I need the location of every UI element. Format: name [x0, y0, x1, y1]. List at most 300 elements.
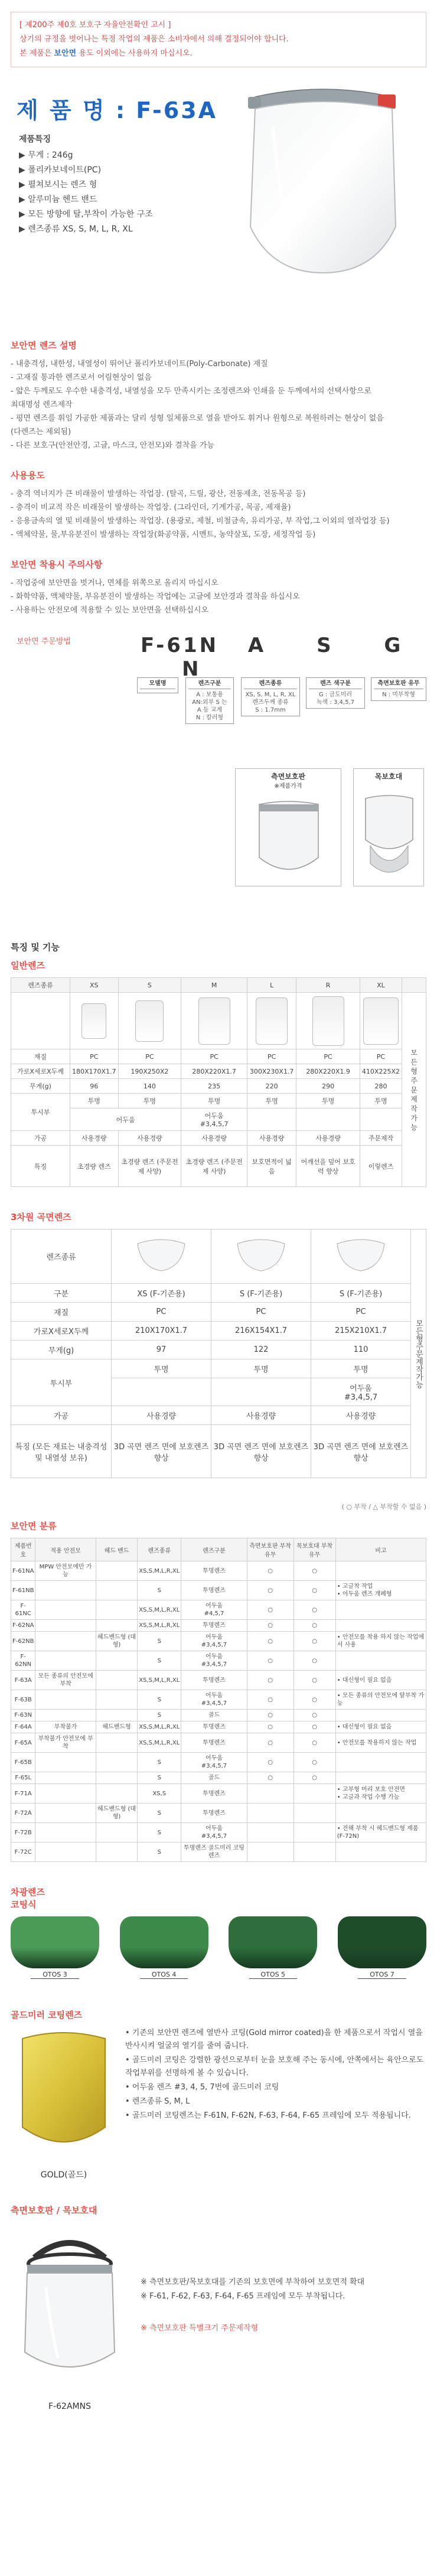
order-box-body: G : 금도미러 녹색 : 3,4,5,7: [316, 692, 355, 706]
text-line: 최대명성 렌즈제작: [11, 400, 73, 409]
table-cell: 190X250X2: [118, 1064, 181, 1079]
table-cell: PC: [112, 1303, 211, 1322]
table-cell: 투명렌즈 골드미러 코팅렌즈: [181, 1843, 247, 1862]
table-cell: 골드: [181, 1772, 247, 1784]
table-cell: [96, 1671, 137, 1690]
table-cell: ○: [293, 1710, 335, 1721]
table-cell: 헤드밴드형 (대형): [96, 1804, 137, 1823]
table-cell: 3D 곡면 렌즈 면에 보호렌즈 향상: [112, 1425, 211, 1478]
table-cell: 투명: [211, 1359, 311, 1378]
table-cell: 모 든 형 주 문 제 작 가 능: [402, 993, 426, 1187]
table-cell: 재질: [11, 1303, 112, 1322]
table-cell: 어두움 #3,4,5,7: [181, 1753, 247, 1772]
table-cell: XS,S,M,L,R,XL: [138, 1721, 181, 1733]
table-cell: S: [138, 1772, 181, 1784]
table-header: 비고: [335, 1538, 426, 1561]
product-title: 제 품 명 : F-63A: [17, 97, 218, 123]
table-row: [11, 1049, 426, 1064]
table-row: [11, 1671, 426, 1690]
table-cell: [293, 1843, 335, 1862]
table-cell: PC: [118, 1049, 181, 1064]
side-plate-picture: [235, 768, 341, 886]
table-cell: 어두움 #3,4,5,7: [181, 1823, 247, 1843]
notice-text: 용도 이외에는 사용하지: [76, 49, 161, 58]
table-cell: 가공: [11, 1131, 70, 1146]
table-cell: [96, 1772, 137, 1784]
table-cell: ○: [247, 1772, 293, 1784]
table-cell: 투명렌즈: [181, 1784, 247, 1804]
shade-label: OTOS 7: [358, 1971, 406, 1979]
table-cell: 투명: [311, 1359, 411, 1378]
table-row: [11, 993, 426, 1049]
order-box-head: 모델명: [140, 680, 175, 689]
table-cell: [293, 1804, 335, 1823]
shade-item: [120, 1916, 208, 1979]
table-cell: 280X220X1.9: [296, 1064, 360, 1079]
side-plate-title: 측면보호판 / 목보호대: [11, 2205, 97, 2216]
table-cell: S (F-기존용): [311, 1284, 411, 1303]
table-row: [11, 1733, 426, 1753]
side-plate-product-picture: [11, 2222, 129, 2411]
curved-lens-section: [11, 1211, 426, 1478]
table-cell: 투명렌즈: [181, 1721, 247, 1733]
table-row: [11, 1690, 426, 1710]
lens-description-text: [11, 357, 426, 452]
table-cell: [335, 1710, 426, 1721]
table-cell: [35, 1690, 96, 1710]
side-plate-illustration: [253, 798, 324, 881]
table-cell: 보호면적이 넓음: [247, 1146, 296, 1187]
table-cell: 투명렌즈: [181, 1561, 247, 1581]
table-row: [11, 1784, 426, 1804]
table-cell: [96, 1823, 137, 1843]
table-cell: F-62NB: [11, 1632, 35, 1651]
caution-section: [11, 558, 426, 617]
table-cell: ○: [247, 1651, 293, 1671]
page: [0, 12, 437, 2429]
table-cell: F-63N: [11, 1710, 35, 1721]
table-cell: ○: [293, 1651, 335, 1671]
table-row: [11, 1079, 426, 1094]
table-cell: 무게(g): [11, 1341, 112, 1359]
order-box-body: N : 미부착형: [382, 692, 415, 698]
table-cell: ○: [293, 1690, 335, 1710]
text-line: - 응용금속의 열 및 비래물이 발생하는 작업장. (용광로, 제철, 비철금속, 유리가공, 부 작업,그 이외의 열작업장 등): [11, 517, 390, 526]
table-cell: [35, 1710, 96, 1721]
shade-item: [338, 1916, 426, 1979]
table-row: [11, 1538, 426, 1561]
table-cell: [181, 993, 247, 1049]
table-cell: PC: [247, 1049, 296, 1064]
order-code: G: [384, 634, 403, 657]
table-cell: XS,S: [138, 1784, 181, 1804]
table-row: [11, 1284, 426, 1303]
table-cell: S (F-기존용): [211, 1284, 311, 1303]
table-cell: ○: [247, 1671, 293, 1690]
table-row: [11, 1772, 426, 1784]
table-cell: [35, 1843, 96, 1862]
types-table: [11, 1538, 426, 1862]
table-cell: [35, 1772, 96, 1784]
table-cell: 122: [211, 1341, 311, 1359]
neck-guard-caption: 목보호대: [374, 772, 403, 781]
table-cell: F-72A: [11, 1804, 35, 1823]
table-cell: [335, 1620, 426, 1632]
table-cell: XS,S,M,L,R,XL: [138, 1561, 181, 1581]
table-cell: [35, 1651, 96, 1671]
table-cell: S: [138, 1710, 181, 1721]
table-cell: [118, 993, 181, 1049]
side-plate-product-caption: F-62AMNS: [48, 2402, 91, 2411]
table-cell: 구분: [11, 1284, 112, 1303]
table-header: 렌즈종류: [11, 978, 70, 993]
order-box-body: A : 보통용 AN:외부 S 는 A 등 교계 N : 칼러형: [192, 692, 227, 721]
table-row: [11, 1359, 426, 1378]
table-row: [11, 1620, 426, 1632]
table-cell: ○: [293, 1561, 335, 1581]
table-row: [11, 1341, 426, 1359]
features-table: [11, 977, 426, 1187]
table-header: M: [181, 978, 247, 993]
curved-lens-s2: [334, 1238, 387, 1273]
table-cell: F-62NA: [11, 1620, 35, 1632]
lens-thumbnail: [363, 997, 399, 1045]
caution-text: [11, 576, 426, 617]
table-cell: PC: [360, 1049, 402, 1064]
table-cell: [247, 1108, 296, 1131]
table-row: [11, 1804, 426, 1823]
table-row: [11, 1600, 426, 1620]
notice-line-3: [19, 47, 418, 61]
table-header: 렌즈구분: [181, 1538, 247, 1561]
shade-label: OTOS 5: [249, 1971, 298, 1979]
usage-text: [11, 487, 426, 542]
bullet-item: • 어두움 렌즈 #3, 4, 5, 7번에 골드미러 코팅: [125, 2083, 279, 2092]
curved-lens-table: [11, 1229, 426, 1478]
text-line: ※ F-61, F-62, F-63, F-64, F-65 프레임에 모두 부착됩니다.: [141, 2292, 345, 2301]
order-box-model: [137, 677, 178, 693]
table-cell: 어두움 #3,4,5,7: [181, 1690, 247, 1710]
bullet-item: • 골드미러 코팅은 강렬한 광선으로부터 눈을 보호해 주는 동시에, 안쪽에서는 육안으로도 작업부위를 선명하게 볼 수 있습니다.: [125, 2056, 424, 2078]
table-cell: 사용경량: [70, 1131, 119, 1146]
table-cell: F-65A: [11, 1733, 35, 1753]
curved-lens-title: 3차원 곡면렌즈: [11, 1212, 71, 1222]
side-plate-text: [129, 2222, 364, 2336]
order-box-side-plate: [371, 677, 426, 701]
order-box-lens-color: [306, 677, 365, 709]
table-cell: • 모든 종류의 안전모에 탈부착 가능: [335, 1690, 426, 1710]
side-plate-note: ※제품가격: [274, 783, 302, 790]
table-cell: 골드: [181, 1710, 247, 1721]
types-title: 보안면 분류: [11, 1521, 57, 1531]
types-legend: ( ○ 부착 / △ 부착할 수 없음 ): [341, 1503, 426, 1511]
table-row: [11, 1710, 426, 1721]
table-cell: [11, 993, 70, 1049]
table-cell: [35, 1823, 96, 1843]
table-cell: 어두움 #3,4,5,7: [181, 1108, 247, 1131]
shade-lens: [338, 1916, 426, 1968]
shade-lens: [11, 1916, 99, 1968]
table-cell: F-71A: [11, 1784, 35, 1804]
table-cell: • 전해 부착 시 헤드밴드형 제품(F-72N): [335, 1823, 426, 1843]
table-cell: ○: [247, 1721, 293, 1733]
table-cell: ○: [247, 1620, 293, 1632]
table-cell: ○: [293, 1632, 335, 1651]
table-cell: [96, 1753, 137, 1772]
types-table-body: [11, 1561, 426, 1862]
table-cell: • 고글착 작업 • 어두움 렌즈 개폐형: [335, 1581, 426, 1600]
text-line: (다렌즈는 제외됨): [11, 428, 71, 436]
table-cell: 헤드밴드형 (대형): [96, 1632, 137, 1651]
text-line: - 화학약품, 액체약물, 부유분진이 발생하는 작업에는 고글에 보안경과 결착을 하십시오: [11, 592, 300, 601]
table-row: [11, 1721, 426, 1733]
table-cell: [96, 1651, 137, 1671]
table-cell: [96, 1620, 137, 1632]
shade-section: [11, 1886, 426, 1979]
features-section: [11, 941, 426, 1187]
table-cell: [247, 1843, 293, 1862]
gold-lens-illustration: [11, 2027, 117, 2163]
table-cell: [293, 1784, 335, 1804]
bullet-item: • 골드미러 코팅렌즈는 F-61N, F-62N, F-63, F-64, F-65 프레임에 모두 적용됩니다.: [125, 2111, 411, 2120]
table-cell: 140: [118, 1079, 181, 1094]
table-cell: [335, 1753, 426, 1772]
text-line: - 다른 보호구(안전안경, 고글, 마스크, 안전모)와 결착을 가능: [11, 441, 214, 450]
table-cell: 어두움 #3,4,5,7: [181, 1632, 247, 1651]
table-cell: 투명: [70, 1094, 119, 1108]
table-cell: PC: [296, 1049, 360, 1064]
shade-lens: [120, 1916, 208, 1968]
table-header: 측면보호판 부착유무: [247, 1538, 293, 1561]
text-line: - 사용하는 안전모에 적용할 수 있는 보안면을 선택하십시오: [11, 606, 209, 615]
table-cell: F-65L: [11, 1772, 35, 1784]
table-cell: • 고부형 머리 보호 안전면 • 고글과 작업 수행 가능: [335, 1784, 426, 1804]
table-cell: ○: [293, 1581, 335, 1600]
table-row: [11, 1108, 426, 1131]
shade-title: 차광렌즈 코팅식: [11, 1887, 45, 1910]
table-cell: ○: [293, 1772, 335, 1784]
table-cell: [335, 1600, 426, 1620]
text-line: - 얇은 두께로도 우수한 내충격성, 내열성을 모두 만족시키는 조정렌즈와 인쇄을 둔 두께에서의 선택사항으로: [11, 387, 371, 396]
table-cell: [35, 1753, 96, 1772]
table-cell: 특징 (모든 재료는 내충격성 및 내열성 보유): [11, 1425, 112, 1478]
table-cell: F-61NA: [11, 1561, 35, 1581]
shade-row: [11, 1916, 426, 1979]
table-cell: [360, 993, 402, 1049]
bullet-item: • 렌즈종류 S, M, L: [125, 2097, 190, 2106]
table-cell: [35, 1600, 96, 1620]
table-cell: 235: [181, 1079, 247, 1094]
table-cell: 300X230X1.7: [247, 1064, 296, 1079]
table-row: [11, 1651, 426, 1671]
table-cell: F-65B: [11, 1753, 35, 1772]
table-cell: [96, 1784, 137, 1804]
order-code: F-61N: [141, 634, 219, 657]
table-cell: ○: [293, 1733, 335, 1753]
table-row: [11, 1146, 426, 1187]
table-row: [11, 1094, 426, 1108]
table-cell: 3D 곡면 렌즈 면에 보호렌즈 향상: [311, 1425, 411, 1478]
gold-lens-picture: [11, 2027, 117, 2180]
table-cell: ○: [293, 1671, 335, 1690]
table-cell: ○: [293, 1721, 335, 1733]
table-cell: S: [138, 1804, 181, 1823]
neck-guard-picture: [353, 768, 424, 886]
text-line: - 내충격성, 내한성, 내열성이 뛰어난 폴리카보네이트(Poly-Carbonate) 재질: [11, 360, 268, 369]
order-box-lens-kind: [241, 677, 300, 716]
lens-thumbnail: [198, 997, 230, 1045]
side-plate-caption: 측면보호판: [271, 772, 305, 781]
table-cell: 280X220X1.7: [181, 1064, 247, 1079]
table-cell: [96, 1690, 137, 1710]
table-cell: S: [138, 1843, 181, 1862]
text-line: - 작업중에 보안면을 벗거나, 면체를 위쪽으로 올리지 마십시오: [11, 579, 218, 588]
table-cell: 96: [70, 1079, 119, 1094]
table-cell: ○: [293, 1753, 335, 1772]
table-header: 렌즈종류: [138, 1538, 181, 1561]
table-row: [11, 1230, 426, 1284]
table-cell: PC: [181, 1049, 247, 1064]
table-cell: F-72C: [11, 1843, 35, 1862]
table-cell: 사용경량: [118, 1131, 181, 1146]
table-cell: S: [138, 1651, 181, 1671]
table-row: [11, 1425, 426, 1478]
table-cell: [96, 1581, 137, 1600]
product-header: [11, 85, 426, 339]
table-cell: [96, 1710, 137, 1721]
table-cell: S: [138, 1690, 181, 1710]
table-cell: [211, 1378, 311, 1406]
table-cell: [211, 1230, 311, 1284]
table-row: [11, 1064, 426, 1079]
table-cell: [335, 1651, 426, 1671]
table-row: [11, 1406, 426, 1425]
gold-section: [11, 2008, 426, 2180]
table-cell: [35, 1620, 96, 1632]
spec-item: ▶ 렌즈종류 XS, S, M, L, R, XL: [19, 224, 133, 234]
curved-lens-xs: [135, 1238, 188, 1273]
table-cell: S: [138, 1632, 181, 1651]
table-cell: 216X154X1.7: [211, 1322, 311, 1341]
table-cell: 사용경량: [181, 1131, 247, 1146]
usage-title: 사용용도: [11, 470, 45, 481]
table-cell: 부착불가: [35, 1721, 96, 1733]
table-cell: ○: [247, 1561, 293, 1581]
shade-item: [11, 1916, 99, 1979]
table-header: XL: [360, 978, 402, 993]
text-line: - 액체약물, 물,부유분진이 발생하는 작업장(화공약품, 시멘트, 농약살포, 도장, 세정작업 등): [11, 530, 316, 539]
spec-item: ▶ 폴리카보네이트(PC): [19, 165, 102, 175]
table-cell: 주문제작: [360, 1131, 402, 1146]
lens-description-section: [11, 339, 426, 452]
caution-title: 보안면 착용시 주의사항: [11, 559, 103, 570]
table-cell: F-61NC: [11, 1600, 35, 1620]
table-cell: 무게(g): [11, 1079, 70, 1094]
table-row: [11, 1843, 426, 1862]
table-cell: 97: [112, 1341, 211, 1359]
table-cell: 사용경량: [247, 1131, 296, 1146]
table-cell: ○: [247, 1581, 293, 1600]
table-cell: [70, 993, 119, 1049]
order-box-body: XS, S, M, L, R, XL 렌즈두께 종류 S : 1.7mm: [245, 692, 296, 713]
table-cell: ○: [247, 1753, 293, 1772]
order-diagram: [11, 634, 426, 923]
text-line: - 평면 렌즈를 휘임 가공한 제품과는 달리 성형 일체품으로 열을 받아도 휘거나 원형으로 복원하려는 현상이 없음: [11, 414, 384, 423]
table-cell: [112, 1378, 211, 1406]
order-codes: [141, 634, 426, 681]
table-cell: ○: [247, 1632, 293, 1651]
table-cell: [247, 993, 296, 1049]
table-cell: S: [138, 1823, 181, 1843]
table-cell: F-61NB: [11, 1581, 35, 1600]
table-row: [11, 1823, 426, 1843]
table-cell: ○: [247, 1733, 293, 1753]
order-label: 보안면 주문방법: [17, 637, 71, 646]
table-row: [11, 1303, 426, 1322]
table-cell: 투시부: [11, 1094, 70, 1131]
table-cell: 투명: [118, 1094, 181, 1108]
table-cell: 초경량 렌즈 (주문전제 사양): [181, 1146, 247, 1187]
table-cell: S: [138, 1581, 181, 1600]
table-cell: 사용경량: [112, 1406, 211, 1425]
notice-line-2: 상기의 규정을 벗어나는 특정 작업의 제품은 소비자에서 의해 결정되어야 합니다.: [19, 35, 289, 44]
table-cell: 215X210X1.7: [311, 1322, 411, 1341]
table-header: 제품번호: [11, 1538, 35, 1561]
lens-thumbnail: [135, 1000, 164, 1042]
table-row: [11, 1581, 426, 1600]
table-cell: [112, 1230, 211, 1284]
types-section: [11, 1502, 426, 1862]
table-cell: ○: [293, 1620, 335, 1632]
table-cell: [247, 1784, 293, 1804]
text-line: - 고재질 통과한 렌즈로서 어림현상이 없음: [11, 373, 152, 382]
table-cell: 280: [360, 1079, 402, 1094]
table-cell: ○: [247, 1690, 293, 1710]
table-cell: 특징: [11, 1146, 70, 1187]
table-cell: [35, 1804, 96, 1823]
table-cell: 투명: [247, 1094, 296, 1108]
table-cell: [35, 1581, 96, 1600]
table-cell: [96, 1843, 137, 1862]
table-cell: 가로X세로X두께: [11, 1064, 70, 1079]
table-cell: 이렇렌즈: [360, 1146, 402, 1187]
table-cell: 가공: [11, 1406, 112, 1425]
table-cell: [96, 1600, 137, 1620]
table-header: [402, 978, 426, 993]
table-cell: 사용경량: [296, 1131, 360, 1146]
lens-thumbnail: [312, 996, 344, 1046]
table-cell: 어두움 #4,5,7: [181, 1600, 247, 1620]
shade-label: OTOS 3: [31, 1971, 79, 1979]
table-cell: 사용경량: [211, 1406, 311, 1425]
table-cell: ○: [247, 1710, 293, 1721]
table-cell: 투명: [112, 1359, 211, 1378]
table-cell: 헤드밴드형: [96, 1721, 137, 1733]
spec-item: ▶ 펼쳐보시는 렌즈 형: [19, 180, 97, 190]
table-cell: 3D 곡면 렌즈 면에 보호렌즈 향상: [211, 1425, 311, 1478]
table-cell: 어깨선을 덮어 보호력 향상: [296, 1146, 360, 1187]
order-box-head: 렌즈구분: [188, 680, 231, 689]
bullet-item: • 기존의 보안면 렌즈에 열반사 코팅(Gold mirror coated)을 한 제품으로서 작업시 열을 반사시켜 얼굴의 열기를 줄여 줍니다.: [125, 2029, 423, 2050]
order-code: S: [317, 634, 334, 657]
side-plate-note: ※ 측면보호판 특별크기 주문제작형: [141, 2324, 259, 2333]
table-cell: F-62NN: [11, 1651, 35, 1671]
table-cell: F-72B: [11, 1823, 35, 1843]
side-plate-box: [11, 2222, 426, 2411]
table-cell: XS,S,M,L,R,XL: [138, 1671, 181, 1690]
table-cell: 110: [311, 1341, 411, 1359]
table-cell: 투명렌즈: [181, 1620, 247, 1632]
